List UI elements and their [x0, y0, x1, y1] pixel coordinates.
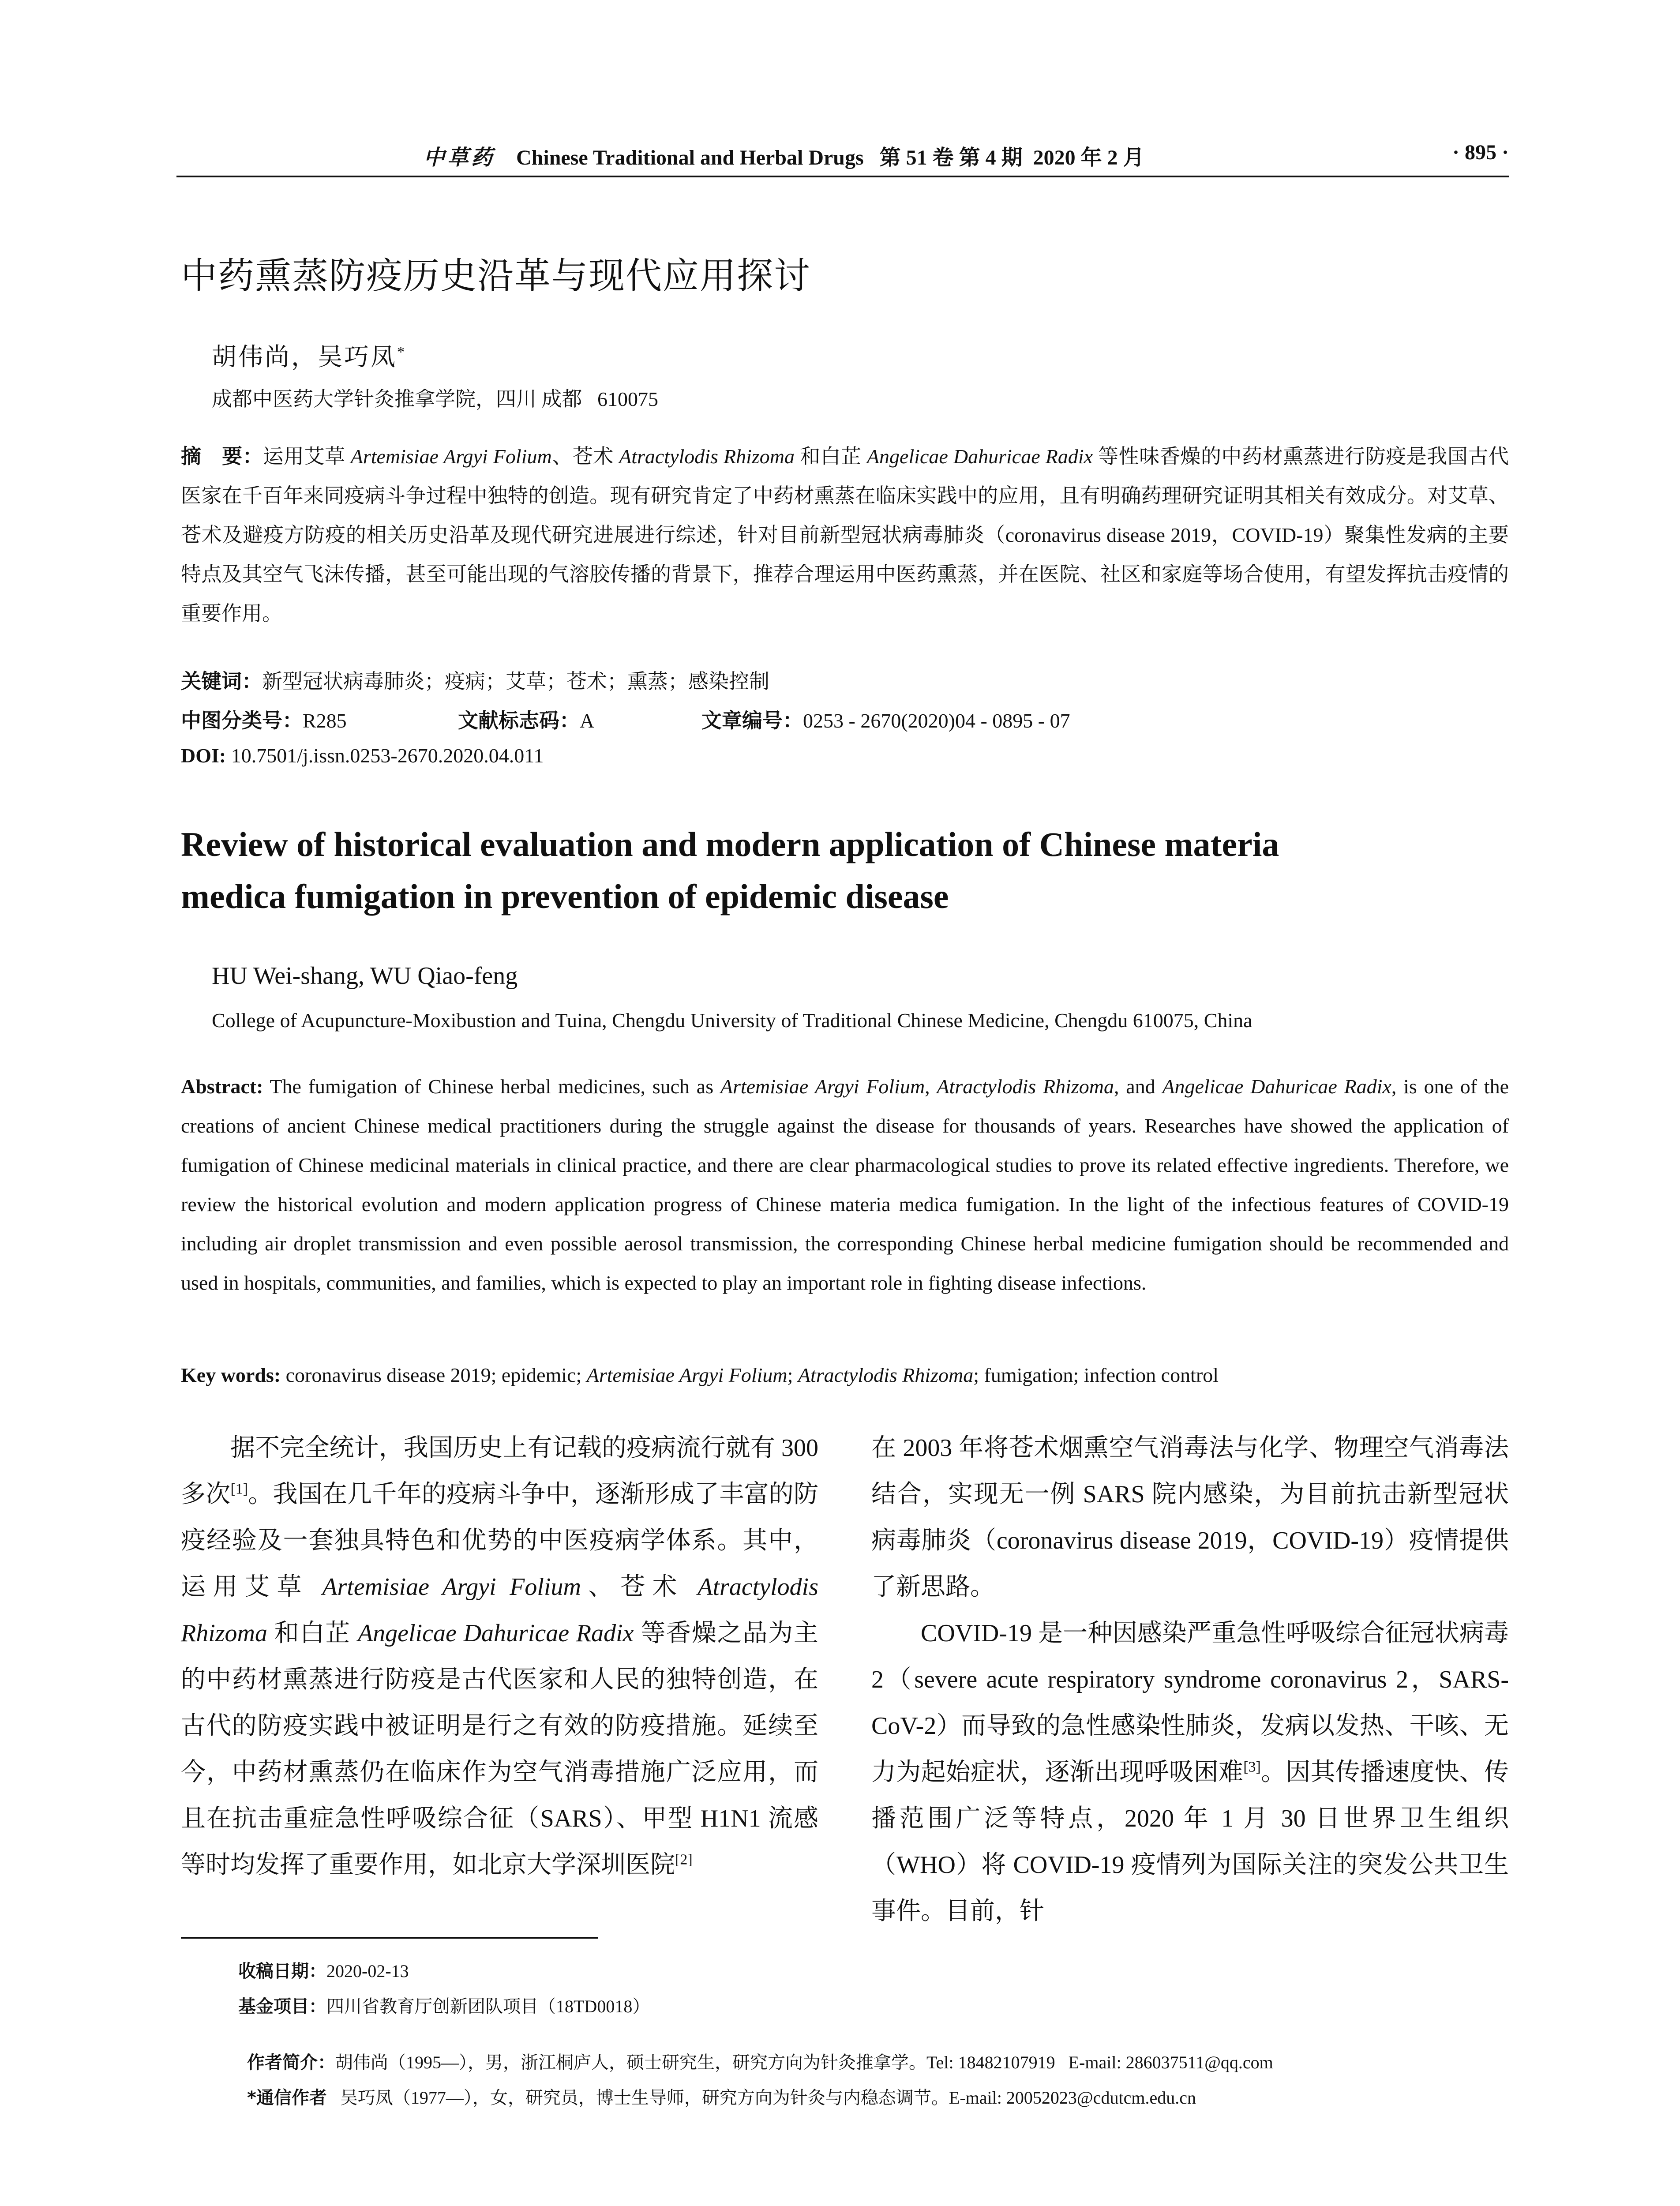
citation-1[interactable]: [1] — [230, 1481, 248, 1497]
en-abstract-text: , is one of the creations of ancient Chinese medical practitioners during the struggle against the disease for thousands of years. Researches have showed the application of fumigation of Chinese medicinal materials in clinical practice, and there are clear pharmacological studies to prove its related effective ingredients. Therefore, we review the historical evolution and modern application progress of Chinese materia medica fumigation. In the light of the infectious features of COVID-19 including air droplet transmission and even possible aerosol transmission, the corresponding Chinese herbal medicine fumigation should be recommended and used in hospitals, communities, and families, which is expected to play an important role in fighting disease infections. — [181, 1075, 1509, 1294]
latin-name: Atractylodis Rhizoma — [937, 1075, 1114, 1098]
latin-name: Angelicae Dahuricae Radix — [357, 1620, 634, 1647]
footnote-text: 2020-02-13 — [326, 1961, 409, 1981]
cn-affiliation: 成都中医药大学针灸推拿学院，四川 成都 610075 — [212, 388, 658, 410]
cn-abstract-text: 运用艾草 — [263, 445, 351, 468]
body-paragraph: 在 2003 年将苍术烟熏空气消毒法与化学、物理空气消毒法结合，实现无一例 SARS 院内感染，为目前抗击新型冠状病毒肺炎（coronavirus disease 2019，COVID-19）疫情提供了新思路。 — [871, 1434, 1509, 1601]
footnote-label: 作者简介： — [247, 2052, 335, 2073]
doi-value: 10.7501/j.issn.0253-2670.2020.04.011 — [226, 744, 544, 767]
doi-label: DOI: — [181, 744, 226, 767]
page-number: · 895 · — [1452, 141, 1509, 164]
body-text: COVID-19 是一种因感染严重急性呼吸综合征冠状病毒 2（severe acute respiratory syndrome coronavirus 2，SARS-CoV-2）而导致的急性感染性肺炎，发病以发热、干咳、无力为起始症状，逐渐出现呼吸困难 — [871, 1620, 1509, 1786]
en-title-line: Review of historical evaluation and modern application of Chinese materia — [181, 825, 1279, 863]
latin-name: Artemisiae Argyi Folium — [350, 445, 552, 468]
body-text: 据不完全统计，我国历史上有记载的疫病流行就有 300 多次 — [181, 1434, 818, 1508]
footnote-corresponding — [238, 2063, 1196, 2109]
footnote-label: 基金项目： — [238, 1996, 326, 2017]
journal-info: Chinese Traditional and Herbal Drugs 第 51 卷 第 4 期 2020 年 2 月 — [516, 146, 1144, 169]
cn-classification — [181, 705, 1504, 734]
latin-name: Atractylodis Rhizoma — [619, 445, 795, 468]
en-authors: HU Wei-shang, WU Qiao-feng — [212, 962, 518, 990]
latin-name: Artemisiae Argyi Folium — [720, 1075, 925, 1098]
en-abstract-text: , — [925, 1075, 937, 1098]
cn-keywords-text: 新型冠状病毒肺炎；疫病；艾草；苍术；熏蒸；感染控制 — [262, 670, 769, 693]
en-affiliation: College of Acupuncture-Moxibustion and Tuina, Chengdu University of Traditional Chinese Medicine, Chengdu 610075, China — [212, 1009, 1252, 1032]
latin-name: Angelicae Dahuricae Radix — [866, 445, 1093, 468]
cn-author-names: 胡伟尚，吴巧凤 — [212, 344, 397, 371]
footnote-fund — [238, 1992, 650, 2018]
en-abstract-label: Abstract: — [181, 1075, 263, 1098]
body-text: 、苍术 — [581, 1573, 698, 1601]
footnote-received — [238, 1957, 409, 1982]
latin-name: Artemisiae Argyi Folium — [586, 1364, 788, 1386]
en-keywords-text: coronavirus disease 2019; epidemic; — [281, 1364, 587, 1386]
en-title-line: medica fumigation in prevention of epidemic disease — [181, 877, 949, 915]
cn-keywords — [181, 665, 769, 694]
cn-abstract-text: 、苍术 — [551, 445, 619, 468]
article-no-label: 文章编号： — [701, 709, 803, 732]
body-paragraph — [871, 1610, 1509, 1935]
header-rule — [176, 176, 1509, 177]
cn-abstract-text: 等性味香燥的中药材熏蒸进行防疫是我国古代医家在千百年来同疫病斗争过程中独特的创造。现有研究肯定了中药材熏蒸在临床实践中的应用，且有明确药理研究证明其相关有效成分。对艾草、苍术及避疫方防疫的相关历史沿革及现代研究进展进行综述，针对目前新型冠状病毒肺炎（coronavirus disease 2019，COVID-19）聚集性发病的主要特点及其空气飞沫传播，甚至可能出现的气溶胶传播的背景下，推荐合理运用中医药熏蒸，并在医院、社区和家庭等场合使用，有望发挥抗击疫情的重要作用。 — [181, 445, 1509, 625]
footnote-rule — [181, 1937, 598, 1939]
article-no-value: 0253 - 2670(2020)04 - 0895 - 07 — [803, 709, 1070, 732]
body-text: 等香燥之品为主的中药材熏蒸进行防疫是古代医家和人民的独特创造，在古代的防疫实践中被证明是行之有效的防疫措施。延续至今，中药材熏蒸仍在临床作为空气消毒措施广泛应用，而且在抗击重症急性呼吸综合征（SARS）、甲型 H1N1 流感等时均发挥了重要作用，如北京大学深圳医院 — [181, 1620, 819, 1879]
body-column-left — [181, 1425, 818, 1888]
doc-code-value: A — [580, 709, 595, 732]
body-paragraph — [181, 1425, 818, 1888]
cn-authors — [212, 338, 406, 373]
latin-name: Atractylodis Rhizoma — [181, 1573, 819, 1647]
footnote-text: 四川省教育厅创新团队项目（18TD0018） — [326, 1996, 650, 2016]
clc-label: 中图分类号： — [181, 709, 303, 732]
en-abstract-text: The fumigation of Chinese herbal medicines, such as — [263, 1075, 720, 1098]
cn-abstract-label: 摘 要： — [181, 444, 263, 468]
footnote-text: 吴巧凤（1977—），女，研究员，博士生导师，研究方向为针灸与内稳态调节。E-mail: 20052023@cdutcm.edu.cn — [326, 2088, 1196, 2108]
journal-logo: 中草药 — [424, 146, 495, 169]
body-text: 和白芷 — [267, 1620, 358, 1647]
cn-abstract — [181, 437, 1509, 633]
en-abstract — [181, 1067, 1509, 1302]
clc-value: R285 — [303, 709, 347, 732]
latin-name: Atractylodis Rhizoma — [798, 1364, 974, 1386]
en-keywords — [181, 1363, 1219, 1387]
doc-code-label: 文献标志码： — [458, 709, 580, 732]
en-abstract-text: , and — [1114, 1075, 1162, 1098]
body-text: 。我国在几千年的疫病斗争中，逐渐形成了丰富的防疫经验及一套独具特色和优势的中医疫病学体系。其中，运用艾草 — [181, 1481, 819, 1601]
en-keywords-label: Key words: — [181, 1364, 281, 1386]
body-text: 。因其传播速度快、传播范围广泛等特点，2020 年 1 月 30 日世界卫生组织（WHO）将 COVID-19 疫情列为国际关注的突发公共卫生事件。目前，针 — [871, 1759, 1509, 1925]
footnote-text: 胡伟尚（1995—），男，浙江桐庐人，硕士研究生，研究方向为针灸推拿学。Tel: 18482107919 E-mail: 286037511@qq.com — [335, 2052, 1273, 2072]
running-header — [176, 140, 1509, 171]
latin-name: Angelicae Dahuricae Radix — [1162, 1075, 1391, 1098]
en-keywords-text: ; fumigation; infection control — [973, 1364, 1219, 1386]
cn-abstract-text: 和白芷 — [795, 445, 867, 468]
latin-name: Artemisiae Argyi Folium — [322, 1573, 581, 1601]
en-title — [181, 818, 1504, 923]
citation-3[interactable]: [3] — [1243, 1759, 1261, 1775]
footnote-label: 收稿日期： — [238, 1961, 326, 1981]
citation-2[interactable]: [2] — [675, 1851, 693, 1868]
en-keywords-text: ; — [787, 1364, 798, 1386]
cn-title: 中药熏蒸防疫历史沿革与现代应用探讨 — [181, 255, 811, 297]
cn-keywords-label: 关键词： — [181, 669, 262, 693]
doi-line — [181, 744, 544, 767]
body-column-right — [871, 1425, 1509, 1935]
footnote-label: *通信作者 — [247, 2088, 327, 2108]
corresponding-mark: * — [397, 344, 406, 360]
